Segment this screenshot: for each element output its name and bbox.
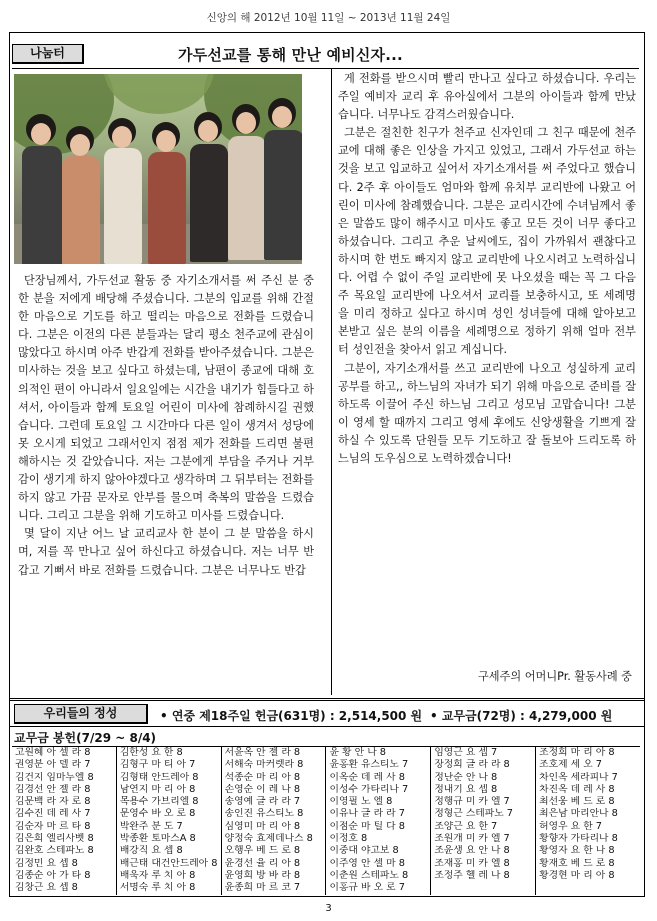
donor-entry: 이영필 노 엘 8 [329,796,393,808]
donor-entry: 황경현 마 리 아 8 [539,869,615,881]
page-number: 3 [325,903,332,914]
donor-column [12,747,117,895]
donor-entry: 조정희 마 리 아 8 [539,747,615,758]
donor-entry: 정형근 스테파노 7 [434,808,514,820]
offering-stat: • 연중 제18주일 헌금(631명) : 2,514,500 원 [160,709,423,723]
donor-column [536,747,640,895]
donor-entry: 김한성 요 한 8 [119,747,183,758]
donor-entry: 김순자 마 르 타 8 [15,820,91,832]
donation-period: 교무금 봉헌(7/29 ~ 8/4) [14,731,157,745]
column-divider [331,69,332,695]
donor-entry: 김형구 마 티 아 7 [119,759,196,771]
paragraph: 그분이, 자기소개서를 쓰고 교리반에 나오고 성실하게 교리 공부를 하고,, 하느님의 자녀가 되기 위해 마음으로 준비를 잘 하도록 이끌어 주신 하느님 그리고 성모님 고맙습니다! 그분이 영세 할 때까지 그리고 영세 후에도 신앙생활을 기쁘게 잘 하실 수 있도록 단원들 모두 기도하고 잘 돌보아 드리도록 하느님의 도우심으로 노력하겠습니다! [338,361,636,465]
donor-entry: 이홍규 바 오 로 7 [329,882,405,894]
donor-entry: 남연지 마 리 아 8 [119,783,196,795]
donor-entry: 박종환 토마스A 8 [119,833,196,845]
donor-entry: 심영미 마 리 아 8 [224,820,301,832]
donor-entry: 김정민 요 셉 8 [15,857,78,869]
donor-entry: 윤홍환 유스티노 7 [329,759,409,771]
donor-entry: 이옥순 데 레 사 8 [329,771,405,783]
donor-entry: 이중대 야고보 8 [329,845,399,857]
donor-entry: 서해숙 마커렛라 8 [224,759,304,771]
donor-entry: 장정희 글 라 라 8 [434,759,510,771]
donor-table [12,746,640,895]
section-divider [9,698,645,699]
donor-entry: 차인옥 세라피나 7 [539,771,618,783]
donor-entry: 최선웅 베 드 로 8 [539,796,615,808]
donor-entry: 배욱자 루 치 아 8 [119,869,196,881]
paragraph: 그분은 절친한 친구가 천주교 신자인데 그 친구 때문에 천주교에 대해 좋은 인상을 가지고 있었고, 그래서 가두선교 하는 것을 보고 입교하고 싶어서 자기소개서를 써 주었다고 했습니다. 2주 후 아이들도 엄마와 함께 유치부 교리반에 나왔고 어린이 미사에 참례했습니다. 그분은 교리시간에 수녀님께서 좋은 말씀도 많이 해주시고 미사도 좋고 모든 것이 너무 좋다고 하셨습니다. 그리고 추운 날씨에도, 집이 가까워서 괜찮다고 하시며 한 번도 빠지지 않고 교리반에 나오시려고 노력하십니다. 어렵 수 없이 주일 교리반에 못 나오셨을 때는 꼭 그 다음 주 목요일 교리반에 나오셔서 교리를 보충하시고, 또 세례명을 미리 정하고 싶다고 하시며 성인 성녀들에 대해 알아보고 본받고 싶은 분의 이름을 세례명으로 정하기 위해 얼마 전부터 성인전을 찾아서 읽고 계십니다. [338,126,636,357]
paragraph: 단장님께서, 가두선교 활동 중 자기소개서를 써 주신 분 중 한 분을 저에게 배당해 주셨습니다. 그분의 입교를 위해 간절한 마음으로 기도를 하고 떨리는 마음으로 전화를 드렸습니다. 그분은 이전의 다른 분들과는 달리 평소 천주교에 관심이 많았다고 하시며 아주 반갑게 전화를 받아주셨습니다. 그분은 미사하는 것을 보고 싶다고 하셨는데, 남편이 종교에 대해 호의적인 편이 아니라서 일요일에는 시간을 내기가 힘들다고 하셔서, 아이들과 함께 토요일 어린이 미사에 참례하시길 권했습니다. 그런데 토요일 그 시간마다 다른 일이 생겨서 성당에 못 오시게 되었고 그래서인지 점점 제가 전화를 드리면 불편해하시는 것 같았습니다. 저는 그분에게 부담을 주거나 거부감이 생기게 하지 않아야겠다고 생각하며 그 뒤부터는 전화를 하지 않고 가끔 문자로 안부를 물으며 축복의 말씀을 드렸습니다. 그리고 그분을 위해 기도하고 미사를 드렸습니다. [18,274,314,523]
donor-entry: 손영순 이 레 나 8 [224,783,301,795]
donor-entry: 김건지 임마누엘 8 [15,771,94,783]
paragraph: 몇 달이 지난 어느 날 교리교사 한 분이 그 분 말씀을 하시며, 저를 꼭 만나고 싶어 하신다고 하셨습니다. 저는 너무 반갑고 기뻐서 바로 전화를 드렸습니다. 그분은 너무나도 반갑 [18,527,314,577]
donor-column [326,747,431,895]
donor-entry: 김종순 아 가 타 8 [15,869,91,881]
donor-entry: 조윤생 요 안 나 8 [434,845,510,857]
group-photo [14,74,302,264]
donor-entry: 이주영 안 셀 마 8 [329,857,405,869]
donor-entry: 최은남 마리안나 8 [539,808,618,820]
donor-entry: 김수진 데 레 사 7 [15,808,91,820]
donor-entry: 윤경선 율 리 아 8 [224,857,301,869]
donor-entry: 김형태 안드레아 8 [119,771,199,783]
article-body-left [18,272,314,580]
donor-entry: 윤영희 방 바 라 8 [224,869,301,881]
article-title: 가두선교를 통해 만난 예비신자... [178,46,403,64]
section-divider [9,700,645,701]
donor-entry: 오행우 베 드 로 8 [224,845,301,857]
church-tax-stat: • 교무금(72명) : 4,279,000 원 [430,709,613,723]
donor-entry: 권영분 아 델 라 7 [15,759,91,771]
donor-entry: 양정숙 효제데나스 8 [224,833,313,845]
page-header: 신앙의 해 2012년 10월 11일 ~ 2013년 11월 24일 [206,12,451,24]
donor-entry: 목용수 가브리엘 8 [119,796,199,808]
donor-entry: 황영자 요 한 나 8 [539,845,615,857]
donor-entry: 정행규 미 카 엘 7 [434,796,510,808]
donor-entry: 조정주 헬 레 나 8 [434,869,510,881]
donor-entry: 이유나 글 라 라 7 [329,808,405,820]
donor-entry: 조원개 미 카 엘 7 [434,833,510,845]
donor-entry: 고원혜 아 셀 라 8 [15,747,91,758]
donor-entry: 윤 황 안 나 8 [329,747,387,758]
stats-divider [9,726,645,727]
donor-entry: 차진옥 데 레 사 8 [539,783,615,795]
stats-section-tag: 우리들의 정성 [14,704,148,724]
paragraph: 게 전화를 받으시며 빨리 만나고 싶다고 하셨습니다. 우리는 주일 예비자 교리 후 유아실에서 그분의 아이들과 함께 만났습니다. 너무나도 감격스러웠습니다. [338,72,636,122]
donor-entry: 석종순 마 리 아 8 [224,771,301,783]
donor-entry: 윤종희 마 르 코 7 [224,882,301,894]
donor-entry: 임영근 요 셉 7 [434,747,498,758]
donor-entry: 이춘원 스테파노 8 [329,869,409,881]
donor-entry: 황재호 베 드 로 8 [539,857,615,869]
title-divider [12,68,639,69]
donor-entry: 김문백 라 자 로 8 [15,796,91,808]
donor-entry: 이정호 8 [329,833,368,845]
donor-entry: 조호제 세 오 7 [539,759,603,771]
donor-entry: 김창근 요 셉 8 [15,882,78,894]
donor-entry: 김경선 안 젤 라 8 [15,783,91,795]
donor-entry: 송인진 유스티노 8 [224,808,304,820]
donor-entry: 정난순 안 나 8 [434,771,498,783]
donor-entry: 황향자 가타리나 8 [539,833,618,845]
donor-entry: 송영예 글 라 라 7 [224,796,301,808]
donor-entry: 서윤옥 안 젤 라 8 [224,747,301,758]
donor-entry: 배근태 대건안드레아 8 [119,857,218,869]
donor-entry: 조양근 요 한 7 [434,820,498,832]
section-tag: 나눔터 [12,44,84,64]
donor-entry: 서명숙 루 치 아 8 [119,882,196,894]
donor-column [222,747,327,895]
donor-entry: 박완주 분 도 7 [119,820,183,832]
donor-entry: 이성수 가타리나 7 [329,783,409,795]
donor-entry: 문영수 바 오 로 8 [119,808,196,820]
donor-entry: 정내기 요 셉 8 [434,783,498,795]
article-signature: 구세주의 어머니Pr. 활동사례 중 [477,670,632,683]
donor-entry: 배강직 요 셉 8 [119,845,183,857]
donor-entry: 김은희 엘리사벳 8 [15,833,94,845]
donor-entry: 이점순 마 틸 다 8 [329,820,405,832]
donor-entry: 허영우 요 한 7 [539,820,603,832]
donor-column [117,747,222,895]
donor-column [431,747,536,895]
donor-entry: 조재홍 미 카 엘 8 [434,857,510,869]
donor-entry: 김완호 스테파노 8 [15,845,94,857]
article-body-right [338,70,636,468]
